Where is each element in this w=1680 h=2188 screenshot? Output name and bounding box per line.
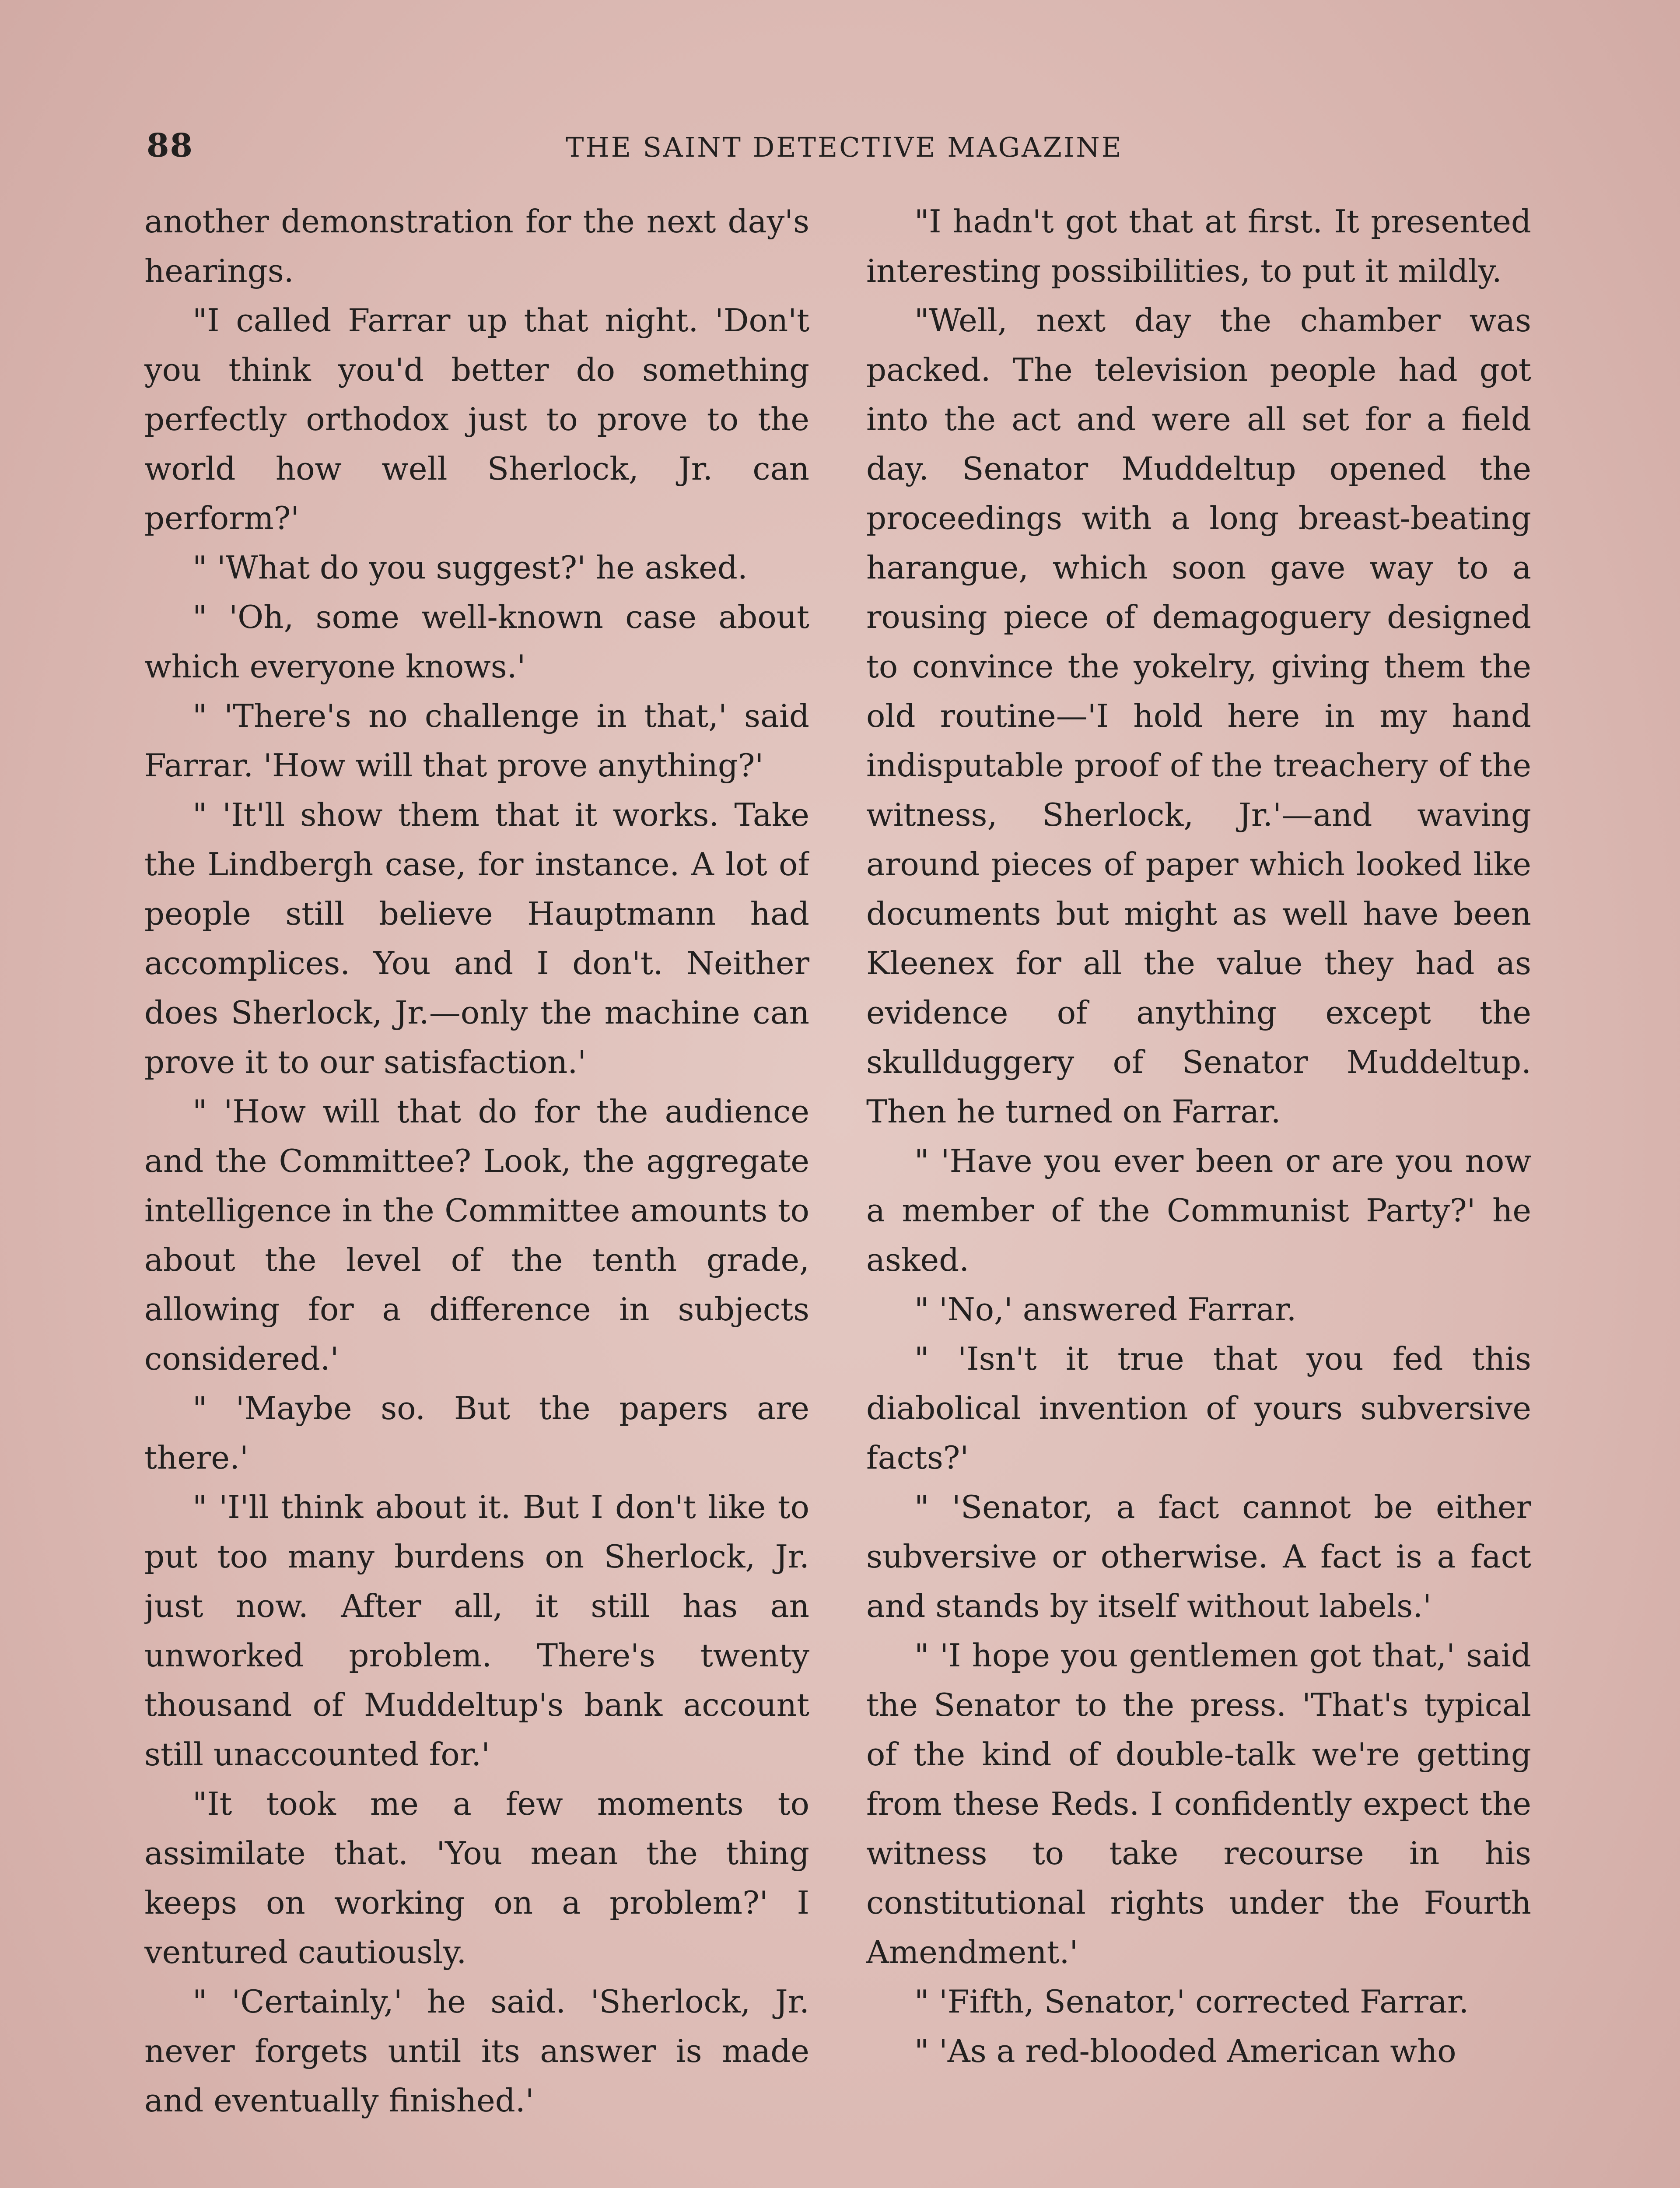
- paragraph: " 'Isn't it true that you fed this diabolical invention of yours subversive facts?': [866, 1340, 1531, 1476]
- paragraph: "I called Farrar up that night. 'Don't you think you'd better do something perfectly orthodox just to prove to the world how well Sherlock, Jr. can perform?': [144, 302, 809, 536]
- paragraph: another demonstration for the next day's hearings.: [144, 203, 809, 289]
- paragraph: " 'I'll think about it. But I don't like to put too many burdens on Sherlock, Jr. just now. After all, it still has an unworked problem. There's twenty thousand of Muddeltup's bank account still unaccounted for.': [144, 1489, 809, 1773]
- paragraph: " 'Fifth, Senator,' corrected Farrar.: [914, 1983, 1469, 2020]
- paragraph: " 'It'll show them that it works. Take the Lindbergh case, for instance. A lot of people still believe Hauptmann had accomplices. You and I don't. Neither does Sherlock, Jr.—only the machine can prove it to our satisfaction.': [144, 796, 809, 1080]
- paragraph: " 'Maybe so. But the papers are there.': [144, 1390, 809, 1476]
- right-text-column: [866, 197, 1531, 2188]
- running-head: THE SAINT DETECTIVE MAGAZINE: [566, 131, 1123, 163]
- paragraph: " 'Oh, some well-known case about which everyone knows.': [144, 599, 809, 685]
- paragraph: "I hadn't got that at first. It presented interesting possibilities, to put it mildly.: [866, 203, 1531, 289]
- paragraph: " 'As a red-blooded American who: [914, 2033, 1456, 2069]
- paragraph: "Well, next day the chamber was packed. The television people had got into the act and were all set for a field day. Senator Muddeltup opened the proceedings with a long breast-beating harangue, which soon gave way to a rousing piece of demagoguery designed to convince the yokelry, giving them the old routine—'I hold here in my hand indisputable proof of the treachery of the witness, Sherlock, Jr.'—and waving around pieces of paper which looked like documents but might as well have been Kleenex for all the value they had as evidence of anything except the skullduggery of Senator Muddeltup. Then he turned on Farrar.: [866, 302, 1531, 1130]
- paragraph: " 'Senator, a fact cannot be either subversive or otherwise. A fact is a fact and stands by itself without labels.': [866, 1489, 1531, 1624]
- paragraph: " 'There's no challenge in that,' said Farrar. 'How will that prove anything?': [144, 698, 809, 784]
- paragraph: " 'I hope you gentlemen got that,' said the Senator to the press. 'That's typical of the kind of double-talk we're getting from these Reds. I confidently expect the witness to take recourse in his constitutional rights under the Fourth Amendment.': [866, 1637, 1531, 1971]
- left-text-column: [144, 197, 809, 2188]
- page-header: [147, 127, 1542, 175]
- paragraph: " 'How will that do for the audience and the Committee? Look, the aggregate intelligence in the Committee amounts to about the level of the tenth grade, allowing for a difference in subjects considered.': [144, 1093, 809, 1377]
- paragraph: "It took me a few moments to assimilate that. 'You mean the thing keeps on working on a problem?' I ventured cautiously.: [144, 1785, 809, 1971]
- paragraph: " 'No,' answered Farrar.: [914, 1291, 1297, 1328]
- paragraph: " 'What do you suggest?' he asked.: [192, 549, 748, 586]
- paragraph: " 'Have you ever been or are you now a member of the Communist Party?' he asked.: [866, 1143, 1531, 1278]
- paragraph: " 'Certainly,' he said. 'Sherlock, Jr. never forgets until its answer is made and eventually finished.': [144, 1983, 809, 2119]
- page-number: 88: [147, 127, 193, 165]
